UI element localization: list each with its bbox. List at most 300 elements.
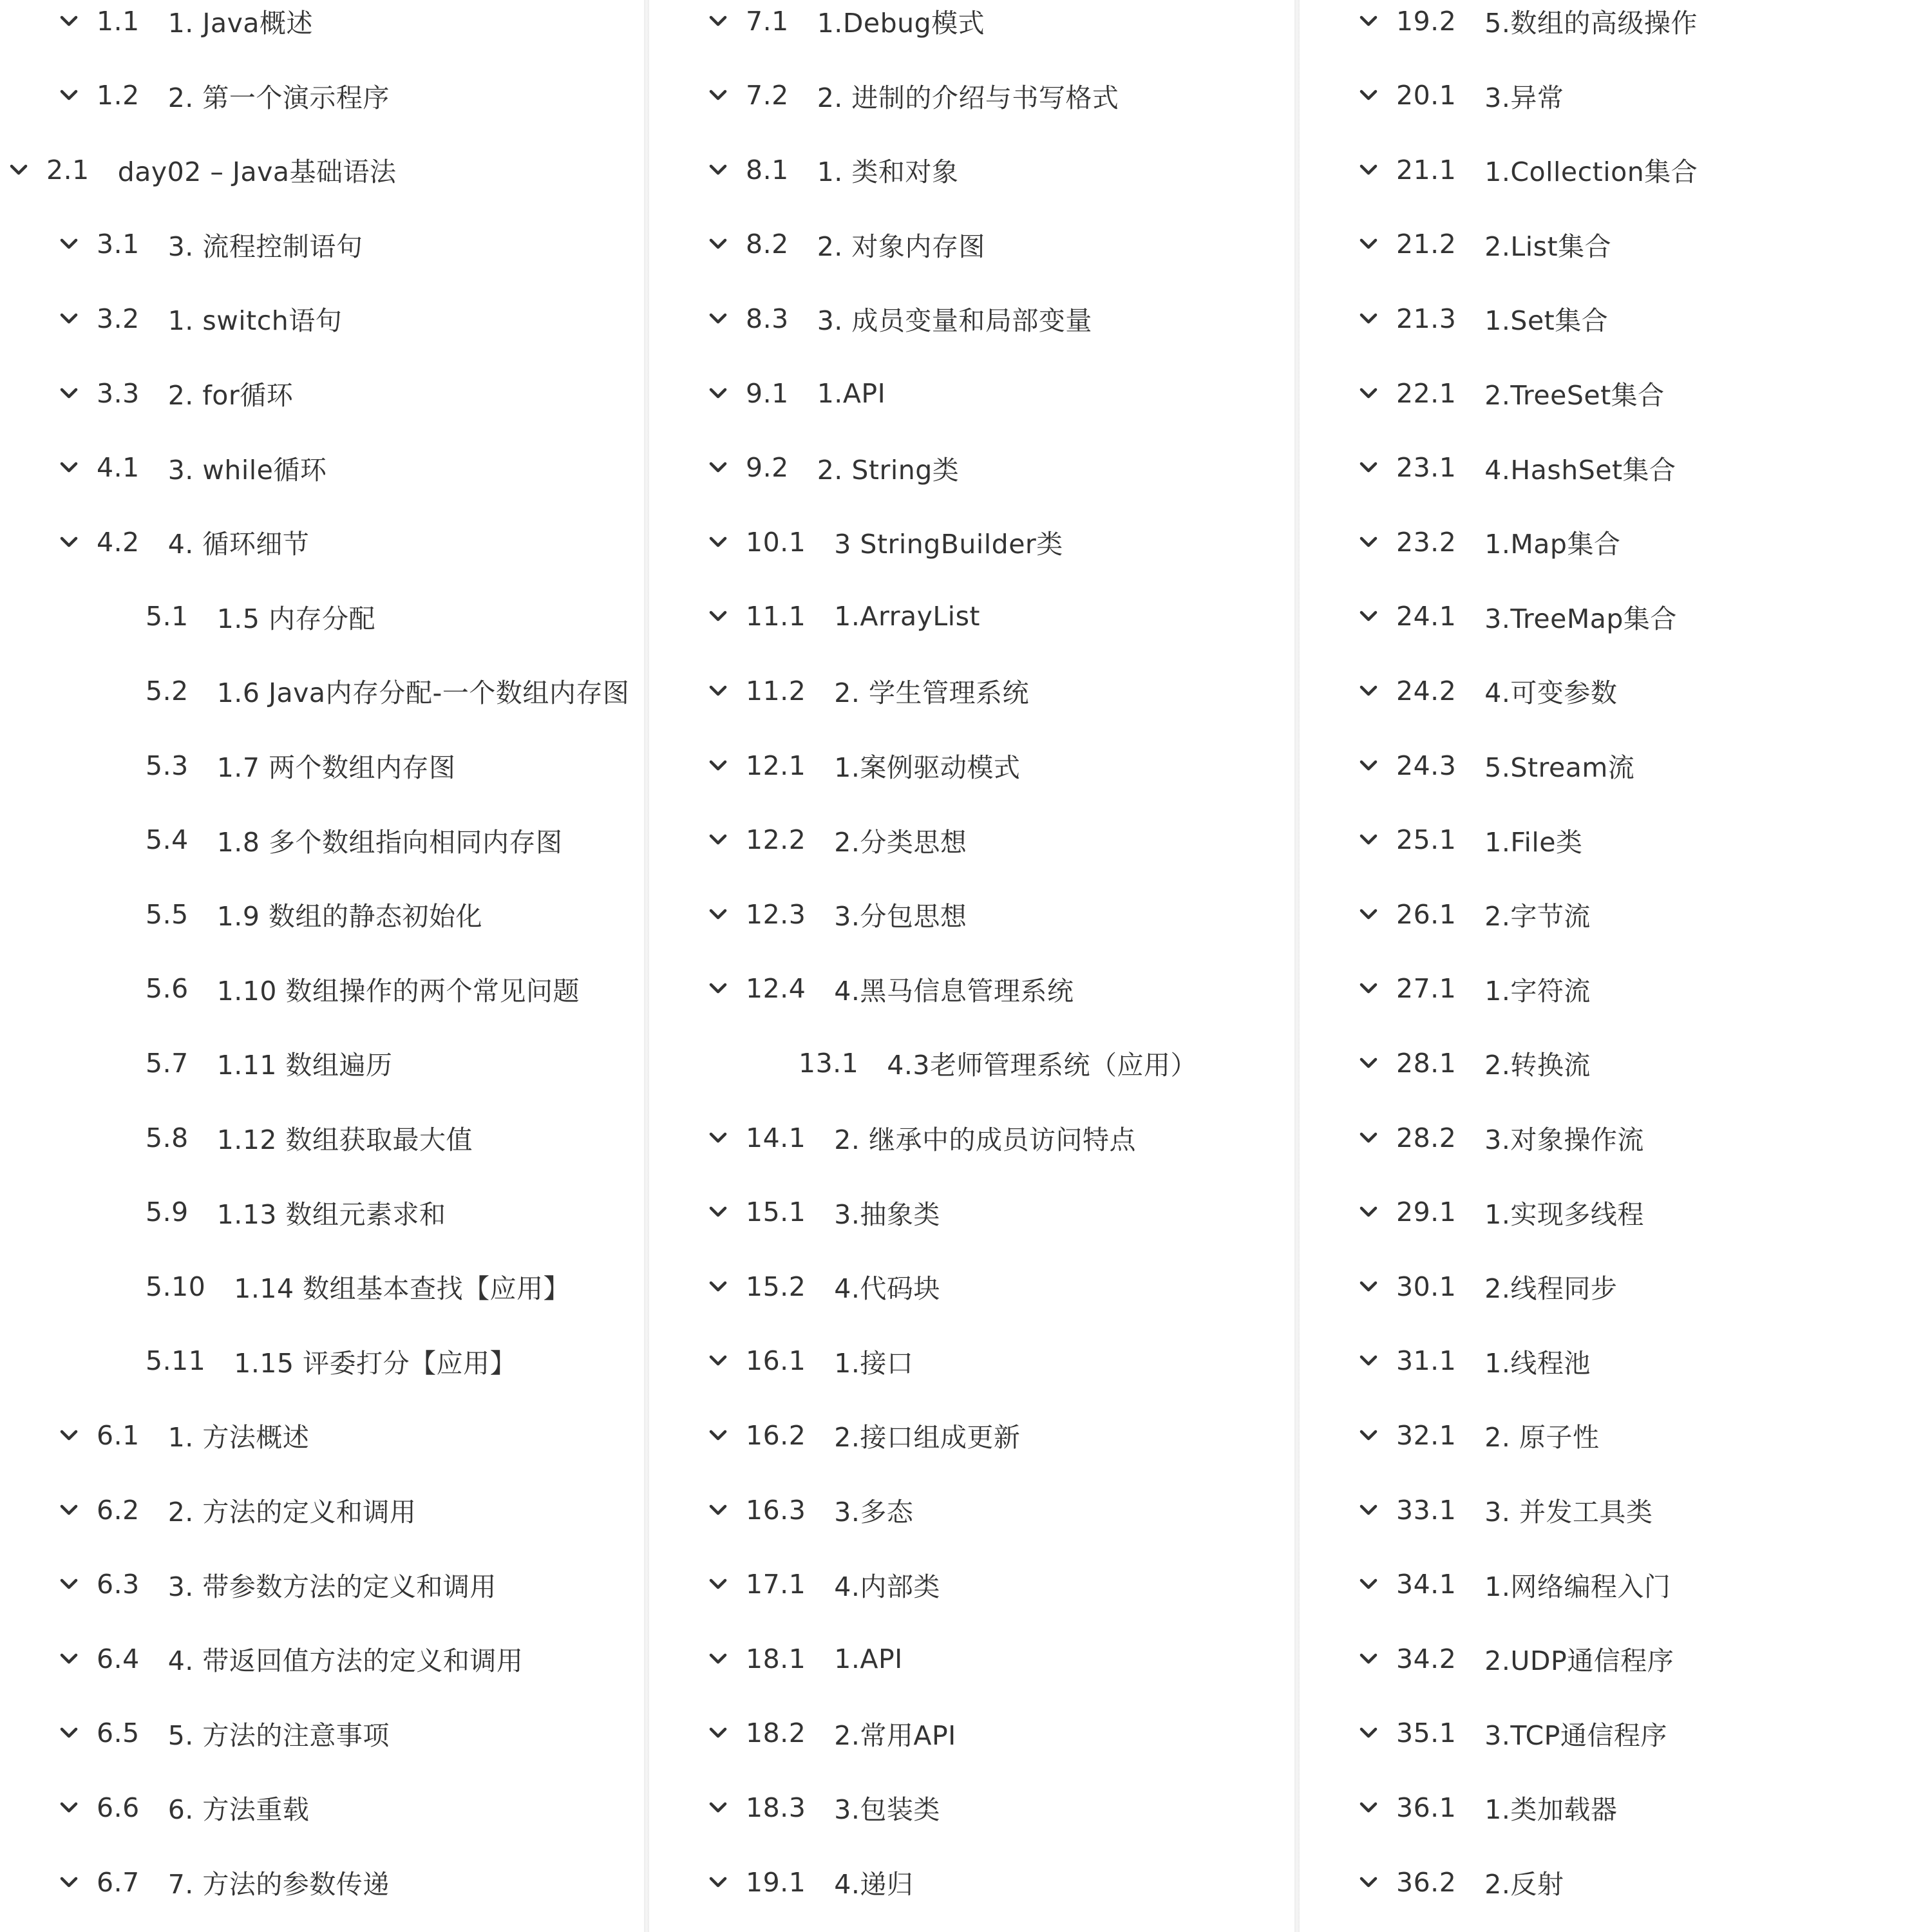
toc-item-title: 2.TreeSet集合 [1484, 380, 1665, 411]
chevron-down-icon[interactable] [708, 827, 728, 853]
toc-item[interactable] [1300, 356, 1932, 430]
chevron-down-icon[interactable] [708, 1199, 728, 1225]
toc-item-title: 4. 带返回值方法的定义和调用 [167, 1645, 524, 1677]
toc-item[interactable] [649, 505, 1294, 579]
toc-item[interactable] [0, 1845, 644, 1919]
chevron-down-icon[interactable] [1359, 306, 1378, 332]
toc-item-title: 1.15 评委打分【应用】 [234, 1347, 517, 1379]
toc-item-number: 5.2 [146, 675, 189, 706]
toc-item-number: 6.1 [97, 1419, 140, 1451]
chevron-down-icon[interactable] [9, 157, 28, 183]
toc-item-title: 3.多态 [834, 1497, 914, 1528]
chevron-down-icon[interactable] [1359, 1795, 1378, 1821]
toc-item[interactable] [649, 1026, 1294, 1100]
toc-item-title: 1.字符流 [1484, 975, 1591, 1007]
toc-item-number: 16.3 [746, 1494, 806, 1526]
toc-item-number: 21.2 [1396, 229, 1457, 260]
toc-item[interactable] [1300, 580, 1932, 654]
chevron-down-icon[interactable] [708, 1274, 728, 1300]
toc-item-title: day02 – Java基础语法 [117, 156, 397, 188]
toc-item[interactable] [0, 505, 644, 579]
toc-item-number: 8.3 [746, 303, 789, 334]
toc-item-title: 1.10 数组操作的两个常见问题 [216, 975, 580, 1007]
toc-item-number: 31.1 [1396, 1345, 1457, 1377]
toc-item-number: 12.4 [746, 973, 806, 1005]
chevron-down-icon[interactable] [1359, 603, 1378, 629]
chevron-down-icon[interactable] [1359, 82, 1378, 108]
toc-item-title: 5.Stream流 [1484, 752, 1635, 783]
chevron-down-icon[interactable] [1359, 902, 1378, 927]
chevron-down-icon[interactable] [59, 1720, 79, 1746]
chevron-down-icon[interactable] [1359, 1199, 1378, 1225]
chevron-down-icon[interactable] [1359, 1870, 1378, 1895]
toc-item[interactable] [649, 1622, 1294, 1696]
chevron-down-icon[interactable] [59, 1423, 79, 1448]
toc-item[interactable] [0, 1473, 644, 1547]
toc-item-title: 2. 进制的介绍与书写格式 [817, 82, 1119, 113]
column-divider [644, 0, 649, 1932]
toc-item-title: 1.线程池 [1484, 1347, 1591, 1379]
chevron-down-icon[interactable] [1359, 1571, 1378, 1597]
toc-item-title: 2. 第一个演示程序 [167, 82, 390, 113]
toc-item[interactable] [649, 1324, 1294, 1398]
toc-item[interactable] [649, 1473, 1294, 1547]
chevron-down-icon[interactable] [59, 306, 79, 332]
chevron-down-icon[interactable] [708, 231, 728, 257]
toc-item-number: 18.1 [746, 1643, 806, 1674]
chevron-down-icon[interactable] [59, 1795, 79, 1821]
toc-item-title: 5.数组的高级操作 [1484, 8, 1698, 39]
toc-item-title: 3.TCP通信程序 [1484, 1719, 1667, 1751]
toc-item-title: 4.代码块 [834, 1273, 940, 1305]
chevron-down-icon[interactable] [708, 603, 728, 629]
toc-item[interactable] [0, 1696, 644, 1770]
toc-item-title: 1.类加载器 [1484, 1794, 1618, 1826]
chevron-down-icon[interactable] [59, 455, 79, 480]
chevron-down-icon[interactable] [708, 678, 728, 704]
toc-item-number: 35.1 [1396, 1718, 1457, 1749]
toc-item-title: 3 StringBuilder类 [834, 529, 1063, 560]
toc-item[interactable] [649, 431, 1294, 505]
toc-item-title: 1.接口 [834, 1347, 914, 1379]
chevron-down-icon[interactable] [1359, 1423, 1378, 1448]
toc-item-title: 2.字节流 [1484, 901, 1591, 933]
toc-item-number: 28.1 [1396, 1047, 1457, 1079]
toc-item-title: 4.3老师管理系统（应用） [887, 1050, 1197, 1081]
toc-item-number: 8.1 [746, 154, 789, 185]
toc-item[interactable] [1300, 59, 1932, 133]
toc-item-title: 1.5 内存分配 [216, 603, 375, 634]
toc-item[interactable] [0, 1101, 644, 1175]
toc-item-title: 2.线程同步 [1484, 1273, 1618, 1305]
toc-item[interactable] [649, 728, 1294, 802]
toc-item-number: 34.2 [1396, 1643, 1457, 1674]
toc-item-title: 3.分包思想 [834, 901, 967, 933]
toc-item[interactable] [0, 356, 644, 430]
toc-item-title: 2. 方法的定义和调用 [167, 1497, 417, 1528]
toc-item-title: 2.转换流 [1484, 1050, 1591, 1081]
chevron-down-icon[interactable] [59, 1870, 79, 1895]
chevron-down-icon[interactable] [708, 753, 728, 779]
toc-item[interactable] [0, 877, 644, 951]
toc-item-title: 1.8 多个数组指向相同内存图 [216, 826, 563, 858]
chevron-down-icon[interactable] [1359, 381, 1378, 406]
toc-item[interactable] [1300, 803, 1932, 877]
toc-item-title: 3.对象操作流 [1484, 1124, 1644, 1155]
toc-item-title: 2. 继承中的成员访问特点 [834, 1124, 1136, 1155]
toc-item-title: 2. 对象内存图 [817, 231, 985, 262]
chevron-down-icon[interactable] [1359, 976, 1378, 1001]
toc-item[interactable] [1300, 1845, 1932, 1919]
toc-item[interactable] [0, 59, 644, 133]
toc-item[interactable] [649, 133, 1294, 207]
toc-item[interactable] [0, 1770, 644, 1844]
toc-item-title: 2. for循环 [167, 380, 294, 411]
toc-item-number: 12.2 [746, 824, 806, 856]
chevron-down-icon[interactable] [708, 1646, 728, 1672]
chevron-down-icon[interactable] [59, 231, 79, 257]
toc-item-number: 12.1 [746, 750, 806, 781]
toc-item-number: 33.1 [1396, 1494, 1457, 1526]
chevron-down-icon[interactable] [1359, 1497, 1378, 1523]
toc-item-title: 2.反射 [1484, 1869, 1564, 1900]
toc-item-number: 5.8 [146, 1122, 189, 1153]
toc-item-title: 1.13 数组元素求和 [216, 1198, 446, 1230]
toc-item[interactable] [1300, 0, 1932, 58]
toc-item-title: 3. 流程控制语句 [167, 231, 363, 262]
toc-item-number: 14.1 [746, 1122, 806, 1153]
chevron-down-icon[interactable] [59, 8, 79, 34]
toc-item-number: 23.1 [1396, 452, 1457, 484]
toc-item[interactable] [1300, 877, 1932, 951]
toc-item-number: 6.3 [97, 1569, 140, 1600]
toc-item-number: 11.2 [746, 675, 806, 706]
toc-item[interactable] [1300, 654, 1932, 728]
chevron-down-icon[interactable] [708, 157, 728, 183]
toc-item-number: 6.4 [97, 1643, 140, 1674]
toc-item[interactable] [1300, 1696, 1932, 1770]
column-divider [1294, 0, 1300, 1932]
chevron-down-icon[interactable] [708, 1125, 728, 1151]
toc-item[interactable] [1300, 952, 1932, 1026]
toc-item-number: 24.1 [1396, 601, 1457, 632]
toc-item-number: 21.1 [1396, 154, 1457, 185]
toc-item-title: 2.分类思想 [834, 826, 967, 858]
toc-item-number: 26.1 [1396, 898, 1457, 930]
toc-item[interactable] [649, 356, 1294, 430]
toc-item-title: 4.可变参数 [1484, 677, 1618, 709]
toc-item-number: 10.1 [746, 526, 806, 558]
chevron-down-icon[interactable] [1359, 753, 1378, 779]
toc-item-number: 7.2 [746, 80, 789, 111]
toc-item[interactable] [1300, 133, 1932, 207]
toc-item-number: 16.2 [746, 1419, 806, 1451]
toc-item-number: 16.1 [746, 1345, 806, 1377]
toc-item-title: 1.Map集合 [1484, 529, 1621, 560]
toc-item[interactable] [1300, 1026, 1932, 1100]
toc-item-number: 19.2 [1396, 5, 1457, 37]
toc-item[interactable] [1300, 1175, 1932, 1249]
chevron-down-icon[interactable] [59, 1646, 79, 1672]
chevron-down-icon[interactable] [1359, 231, 1378, 257]
toc-item-title: 3.TreeMap集合 [1484, 603, 1677, 634]
toc-item[interactable] [1300, 1324, 1932, 1398]
toc-item-title: 1. switch语句 [167, 305, 343, 337]
toc-item-title: 1. Java概述 [167, 8, 313, 39]
toc-item-title: 3. 并发工具类 [1484, 1497, 1653, 1528]
toc-item-number: 24.2 [1396, 675, 1457, 706]
toc-item-title: 1.12 数组获取最大值 [216, 1124, 473, 1155]
toc-item[interactable] [0, 207, 644, 281]
chevron-down-icon[interactable] [1359, 455, 1378, 480]
toc-item-number: 11.1 [746, 601, 806, 632]
chevron-down-icon[interactable] [708, 1497, 728, 1523]
toc-item[interactable] [649, 580, 1294, 654]
toc-item-number: 5.5 [146, 898, 189, 930]
toc-item-title: 1.9 数组的静态初始化 [216, 901, 482, 933]
toc-item-number: 7.1 [746, 5, 789, 37]
toc-item[interactable] [1300, 1548, 1932, 1622]
toc-item[interactable] [649, 1845, 1294, 1919]
toc-item-title: 3.包装类 [834, 1794, 940, 1826]
toc-item-title: 3.抽象类 [834, 1198, 940, 1230]
toc-item[interactable] [0, 281, 644, 355]
toc-item[interactable] [0, 1175, 644, 1249]
chevron-down-icon[interactable] [1359, 1720, 1378, 1746]
chevron-down-icon[interactable] [708, 8, 728, 34]
toc-item-number: 19.1 [746, 1866, 806, 1898]
toc-item[interactable] [649, 877, 1294, 951]
chevron-down-icon[interactable] [708, 1720, 728, 1746]
toc-item-number: 32.1 [1396, 1419, 1457, 1451]
chevron-down-icon[interactable] [708, 455, 728, 480]
toc-item[interactable] [1300, 431, 1932, 505]
chevron-down-icon[interactable] [59, 529, 79, 555]
toc-item-number: 20.1 [1396, 80, 1457, 111]
toc-item-number: 29.1 [1396, 1197, 1457, 1228]
toc-item-number: 5.1 [146, 601, 189, 632]
toc-item[interactable] [649, 281, 1294, 355]
toc-item[interactable] [649, 1101, 1294, 1175]
toc-item-title: 1. 方法概述 [167, 1422, 310, 1454]
toc-item-number: 28.2 [1396, 1122, 1457, 1153]
toc-item-title: 1.7 两个数组内存图 [216, 752, 456, 783]
toc-item-title: 1.11 数组遍历 [216, 1050, 393, 1081]
toc-item-number: 6.7 [97, 1866, 140, 1898]
toc-item-title: 3. while循环 [167, 454, 327, 486]
toc-item-number: 15.2 [746, 1271, 806, 1302]
toc-item-number: 5.4 [146, 824, 189, 856]
toc-item-number: 6.2 [97, 1494, 140, 1526]
toc-item-number: 6.5 [97, 1718, 140, 1749]
toc-item-title: 1.14 数组基本查找【应用】 [234, 1273, 571, 1305]
toc-item-number: 3.1 [97, 229, 140, 260]
toc-item[interactable] [1300, 1249, 1932, 1323]
chevron-down-icon[interactable] [1359, 678, 1378, 704]
toc-item-number: 13.1 [799, 1047, 859, 1079]
chevron-down-icon[interactable] [1359, 1125, 1378, 1151]
toc-item[interactable] [0, 1026, 644, 1100]
toc-item-number: 5.6 [146, 973, 189, 1005]
toc-item[interactable] [1300, 728, 1932, 802]
chevron-down-icon[interactable] [708, 1423, 728, 1448]
toc-item-number: 23.2 [1396, 526, 1457, 558]
toc-item-title: 4.黑马信息管理系统 [834, 975, 1074, 1007]
toc-item[interactable] [0, 803, 644, 877]
toc-item-title: 1.File类 [1484, 826, 1583, 858]
toc-item-title: 2. String类 [817, 454, 960, 486]
toc-item[interactable] [0, 133, 644, 207]
toc-item[interactable] [1300, 1473, 1932, 1547]
toc-item[interactable] [649, 1696, 1294, 1770]
chevron-down-icon[interactable] [708, 1348, 728, 1374]
toc-item-number: 9.2 [746, 452, 789, 484]
toc-item-number: 36.2 [1396, 1866, 1457, 1898]
chevron-down-icon[interactable] [708, 976, 728, 1001]
toc-item[interactable] [649, 952, 1294, 1026]
chevron-down-icon[interactable] [1359, 1348, 1378, 1374]
toc-item-number: 22.1 [1396, 377, 1457, 409]
chevron-down-icon[interactable] [59, 1497, 79, 1523]
toc-item-title: 2. 原子性 [1484, 1422, 1600, 1454]
toc-item-title: 1.网络编程入门 [1484, 1571, 1671, 1602]
toc-item-title: 7. 方法的参数传递 [167, 1869, 390, 1900]
toc-item-title: 1.案例驱动模式 [834, 752, 1021, 783]
toc-item[interactable] [649, 207, 1294, 281]
toc-item-title: 1.Set集合 [1484, 305, 1609, 337]
toc-item[interactable] [0, 1398, 644, 1472]
toc-item-number: 4.1 [97, 452, 140, 484]
toc-item-title: 3.异常 [1484, 82, 1564, 113]
chevron-down-icon[interactable] [708, 82, 728, 108]
chevron-down-icon[interactable] [708, 306, 728, 332]
toc-item-number: 5.3 [146, 750, 189, 781]
chevron-down-icon[interactable] [708, 902, 728, 927]
toc-item-number: 17.1 [746, 1569, 806, 1600]
toc-item[interactable] [649, 0, 1294, 58]
toc-item-number: 34.1 [1396, 1569, 1457, 1600]
chevron-down-icon[interactable] [1359, 157, 1378, 183]
chevron-down-icon[interactable] [708, 1795, 728, 1821]
toc-item-number: 27.1 [1396, 973, 1457, 1005]
toc-item[interactable] [649, 1175, 1294, 1249]
toc-item-title: 4.内部类 [834, 1571, 940, 1602]
toc-item-number: 5.7 [146, 1047, 189, 1079]
toc-item-title: 1. 类和对象 [817, 156, 959, 188]
chevron-down-icon[interactable] [1359, 1646, 1378, 1672]
toc-item-number: 24.3 [1396, 750, 1457, 781]
toc-item-number: 25.1 [1396, 824, 1457, 856]
toc-item-title: 2.接口组成更新 [834, 1422, 1021, 1454]
toc-item-number: 15.1 [746, 1197, 806, 1228]
chevron-down-icon[interactable] [59, 1571, 79, 1597]
toc-item[interactable] [0, 0, 644, 58]
toc-item-title: 1.Debug模式 [817, 8, 985, 39]
toc-item[interactable] [1300, 1770, 1932, 1844]
toc-item[interactable] [649, 1398, 1294, 1472]
chevron-down-icon[interactable] [59, 381, 79, 406]
chevron-down-icon[interactable] [708, 381, 728, 406]
toc-item[interactable] [0, 654, 644, 728]
toc-item-title: 1.API [834, 1643, 903, 1674]
toc-item-number: 5.11 [146, 1345, 206, 1377]
toc-column-1 [0, 0, 644, 1932]
toc-column-3 [1300, 0, 1932, 1932]
toc-item-number: 1.1 [97, 5, 140, 37]
toc-item-number: 30.1 [1396, 1271, 1457, 1302]
toc-item[interactable] [649, 59, 1294, 133]
toc-item-title: 4.HashSet集合 [1484, 454, 1676, 486]
toc-item[interactable] [1300, 1622, 1932, 1696]
toc-item[interactable] [1300, 1398, 1932, 1472]
toc-item[interactable] [649, 1548, 1294, 1622]
toc-item-number: 18.3 [746, 1792, 806, 1823]
toc-item-number: 9.1 [746, 377, 789, 409]
chevron-down-icon[interactable] [1359, 8, 1378, 34]
toc-item-number: 2.1 [46, 154, 90, 185]
toc-item-title: 2.UDP通信程序 [1484, 1645, 1674, 1677]
toc-item-number: 6.6 [97, 1792, 140, 1823]
toc-item[interactable] [0, 1324, 644, 1398]
chevron-down-icon[interactable] [708, 1571, 728, 1597]
toc-item[interactable] [1300, 505, 1932, 579]
toc-item[interactable] [0, 728, 644, 802]
toc-item-number: 1.2 [97, 80, 140, 111]
toc-item[interactable] [649, 1770, 1294, 1844]
toc-item-number: 5.9 [146, 1197, 189, 1228]
toc-item-number: 36.1 [1396, 1792, 1457, 1823]
toc-item-title: 2.List集合 [1484, 231, 1612, 262]
toc-item[interactable] [649, 654, 1294, 728]
toc-item-number: 18.2 [746, 1718, 806, 1749]
toc-item-title: 1.ArrayList [834, 601, 981, 632]
toc-item[interactable] [649, 803, 1294, 877]
toc-item[interactable] [0, 1622, 644, 1696]
toc-item[interactable] [0, 580, 644, 654]
toc-item-number: 3.2 [97, 303, 140, 334]
toc-item-title: 1.6 Java内存分配-一个数组内存图 [216, 677, 630, 709]
toc-item[interactable] [0, 1548, 644, 1622]
toc-item-title: 4. 循环细节 [167, 529, 310, 560]
chevron-down-icon[interactable] [1359, 1274, 1378, 1300]
toc-item-number: 3.3 [97, 377, 140, 409]
toc-item[interactable] [0, 431, 644, 505]
toc-column-2 [649, 0, 1294, 1932]
toc-item-title: 1.API [817, 377, 886, 409]
chevron-down-icon[interactable] [1359, 1050, 1378, 1076]
toc-item-number: 4.2 [97, 526, 140, 558]
chevron-down-icon[interactable] [1359, 529, 1378, 555]
chevron-down-icon[interactable] [708, 529, 728, 555]
toc-item[interactable] [0, 952, 644, 1026]
toc-item-title: 3. 成员变量和局部变量 [817, 305, 1092, 337]
toc-item-title: 2. 学生管理系统 [834, 677, 1029, 709]
chevron-down-icon[interactable] [708, 1870, 728, 1895]
toc-item-number: 8.2 [746, 229, 789, 260]
toc-item-title: 3. 带参数方法的定义和调用 [167, 1571, 497, 1602]
toc-item[interactable] [1300, 207, 1932, 281]
toc-item[interactable] [0, 1249, 644, 1323]
chevron-down-icon[interactable] [59, 82, 79, 108]
toc-item[interactable] [649, 1249, 1294, 1323]
chevron-down-icon[interactable] [1359, 827, 1378, 853]
toc-item-title: 1.Collection集合 [1484, 156, 1698, 188]
toc-item-number: 12.3 [746, 898, 806, 930]
toc-item[interactable] [1300, 281, 1932, 355]
toc-item-title: 1.实现多线程 [1484, 1198, 1644, 1230]
toc-item[interactable] [1300, 1101, 1932, 1175]
toc-item-title: 6. 方法重载 [167, 1794, 310, 1826]
